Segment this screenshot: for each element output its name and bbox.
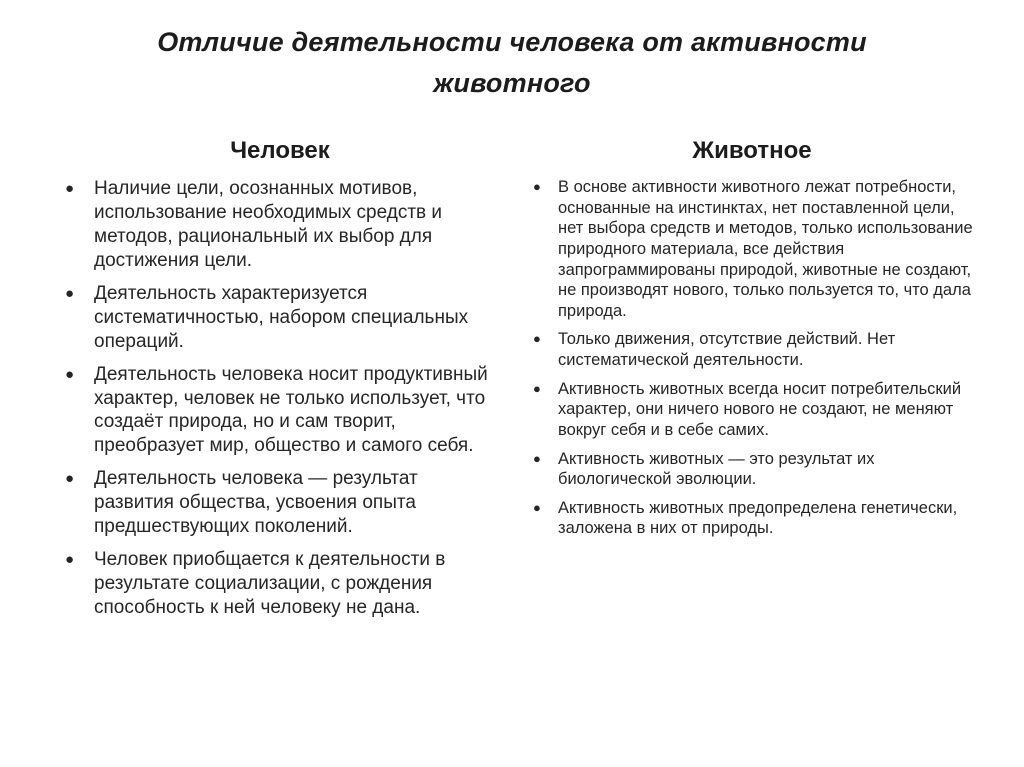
column-human <box>48 137 500 629</box>
bullet-icon: ● <box>65 470 75 488</box>
human-bullet-2 <box>60 282 500 354</box>
human-bullet-1 <box>60 177 500 273</box>
animal-bullet-1 <box>528 177 976 321</box>
animal-bullet-5 <box>528 498 976 539</box>
bullet-icon: ● <box>533 499 541 515</box>
bullet-icon: ● <box>65 551 75 569</box>
animal-bullet-3 <box>528 379 976 441</box>
column-human-heading: Человек <box>230 137 330 164</box>
animal-bullet-1-text: В основе активности животного лежат потребности, основанные на инстинктах, нет поставленной цели, нет выбора средств и методов, только использование природного материала, все действия запрограммированы природой, животные не создают, не производят нового, только пользуется то, что дала природа. <box>558 178 973 320</box>
human-bullet-3-text: Деятельность человека носит продуктивный характер, человек не только использует, что создаёт природа, но и сам творит, преобразует мир, общество и самого себя. <box>94 363 488 457</box>
slide-title <box>48 22 976 103</box>
human-bullet-4 <box>60 467 500 539</box>
animal-bullet-5-text: Активность животных предопределена генетически, заложена в них от природы. <box>558 498 958 538</box>
bullet-icon: ● <box>65 284 75 302</box>
human-bullet-3 <box>60 363 500 459</box>
bullet-icon: ● <box>65 180 75 197</box>
human-bullet-5-text: Человек приобщается к деятельности в результате социализации, с рождения способность к ней человеку не дана. <box>94 549 446 618</box>
human-bullet-list <box>60 177 500 629</box>
bullet-icon: ● <box>533 450 541 466</box>
animal-bullet-list <box>528 177 976 547</box>
column-animal-heading: Животное <box>692 137 812 164</box>
human-bullet-1-text: Наличие цели, осознанных мотивов, использование необходимых средств и методов, рациональный их выбор для достижения цели. <box>94 178 443 271</box>
animal-bullet-4 <box>528 449 976 490</box>
column-animal <box>528 137 976 629</box>
slide-title-line-1: Отличие деятельности человека от активности <box>157 27 867 57</box>
bullet-icon: ● <box>533 331 541 347</box>
human-bullet-4-text: Деятельность человека — результат развития общества, усвоения опыта предшествующих поколений. <box>94 468 418 538</box>
human-bullet-2-text: Деятельность характеризуется систематичностью, набором специальных операций. <box>94 282 469 352</box>
bullet-icon: ● <box>533 380 541 396</box>
comparison-columns <box>48 137 976 629</box>
animal-bullet-2-text: Только движения, отсутствие действий. Нет систематической деятельности. <box>558 330 896 369</box>
human-bullet-5 <box>60 548 500 620</box>
bullet-icon: ● <box>65 365 75 383</box>
slide-title-line-2: животного <box>433 67 591 98</box>
animal-bullet-2 <box>528 329 976 370</box>
bullet-icon: ● <box>533 179 541 194</box>
animal-bullet-3-text: Активность животных всегда носит потребительский характер, они ничего нового не создают, не меняют вокруг себя и в себе самих. <box>558 379 962 439</box>
animal-bullet-4-text: Активность животных — это результат их биологической эволюции. <box>558 449 875 489</box>
